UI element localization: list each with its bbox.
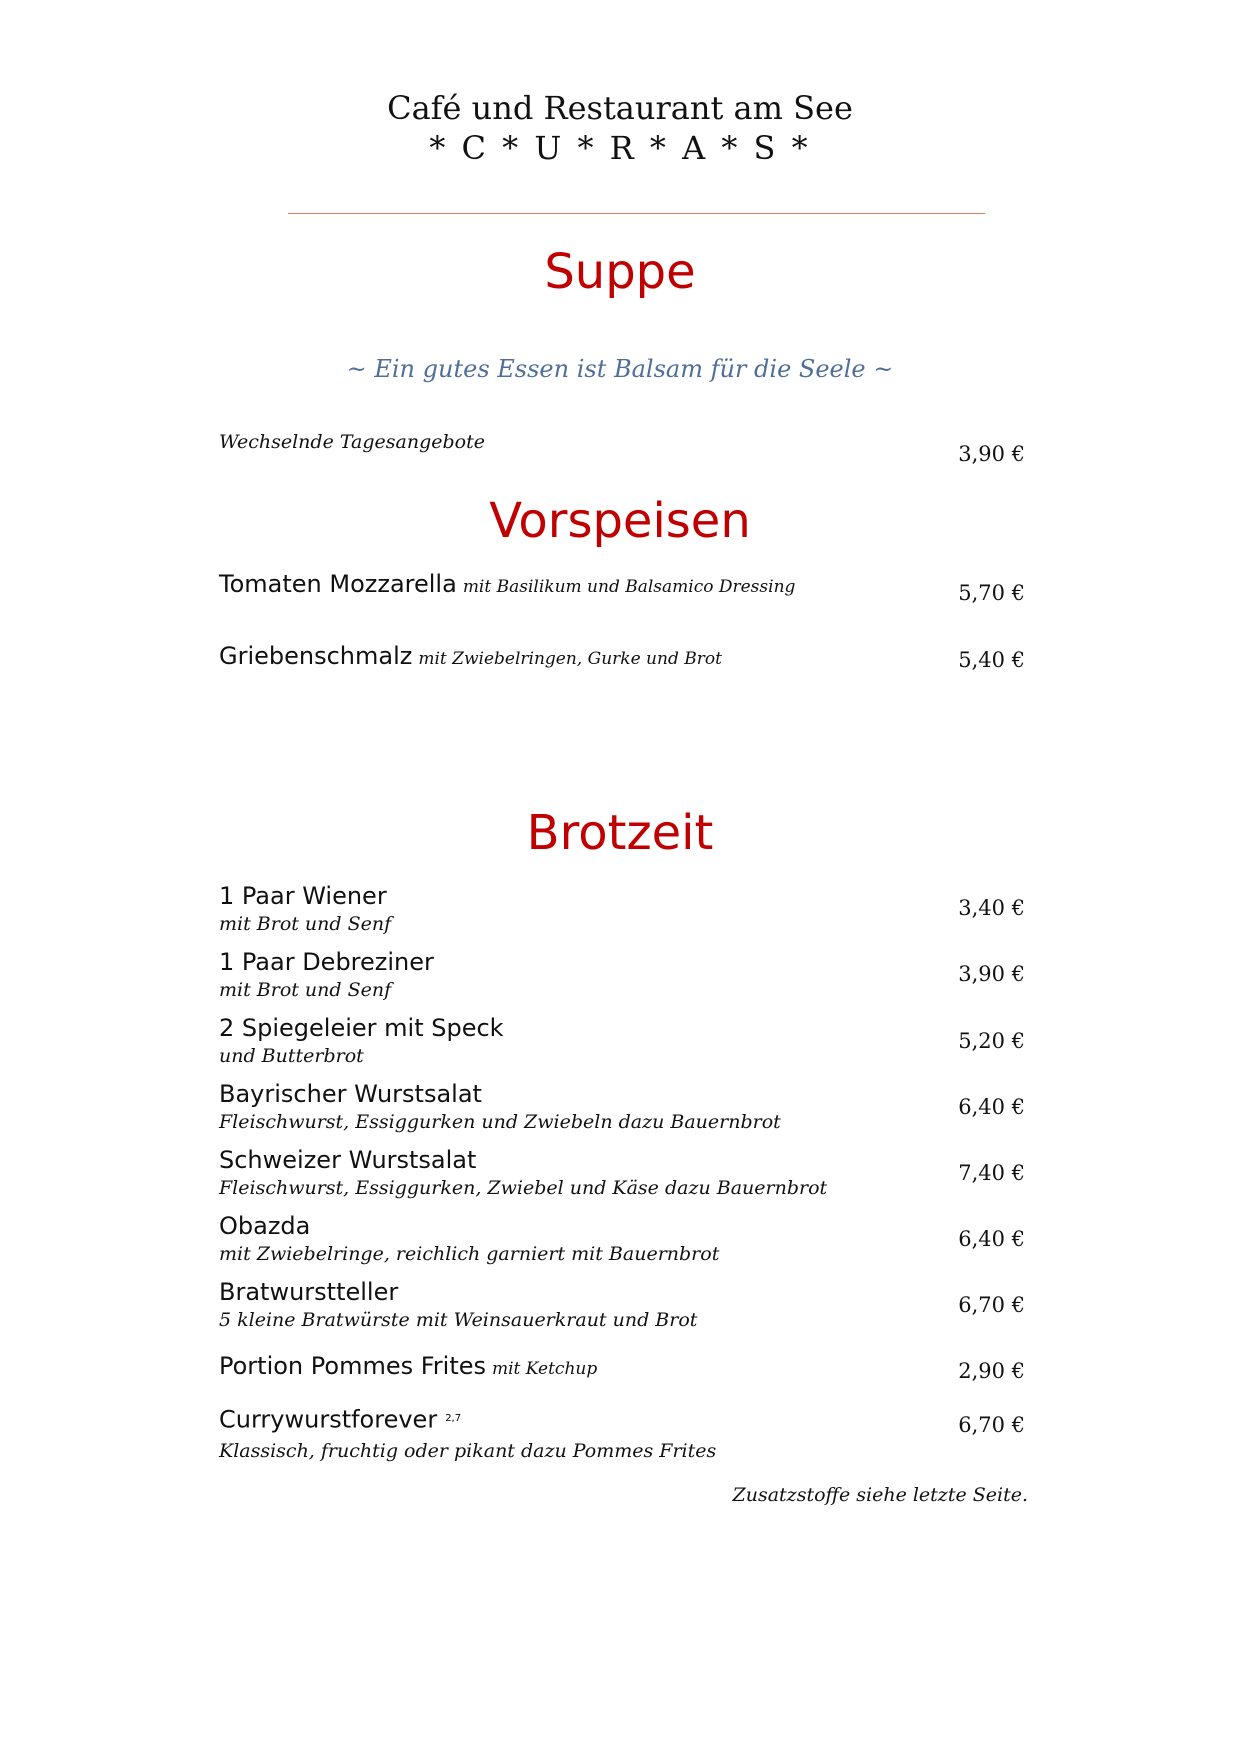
item-price: 3,90 € xyxy=(958,962,1025,986)
menu-item-schweizer-wurstsalat xyxy=(219,1146,827,1202)
menu-item-bratwurstteller xyxy=(219,1278,697,1334)
restaurant-header xyxy=(0,88,1240,168)
motto: ~ Ein gutes Essen ist Balsam für die Seele ~ xyxy=(346,355,894,383)
section-title-brotzeit: Brotzeit xyxy=(526,805,714,861)
additive-footnote-marker: 2,7 xyxy=(445,1413,462,1424)
item-price: 7,40 € xyxy=(958,1161,1025,1185)
item-description: und Butterbrot xyxy=(219,1045,364,1067)
item-description: mit Ketchup xyxy=(492,1359,598,1379)
header-divider xyxy=(288,213,985,214)
item-description: Klassisch, fruchtig oder pikant dazu Pommes Frites xyxy=(219,1440,717,1463)
item-name: Bayrischer Wurstsalat xyxy=(219,1080,482,1108)
section-title-suppe: Suppe xyxy=(544,244,696,300)
item-price: 5,20 € xyxy=(958,1029,1025,1053)
item-price: 3,90 € xyxy=(958,442,1025,466)
item-description: mit Zwiebelringe, reichlich garniert mit Bauernbrot xyxy=(219,1243,720,1265)
menu-item-currywurst xyxy=(219,1405,716,1465)
item-price: 5,40 € xyxy=(958,648,1025,672)
item-price: 2,90 € xyxy=(958,1359,1025,1383)
item-name: Griebenschmalz xyxy=(219,642,413,670)
item-name: Schweizer Wurstsalat xyxy=(219,1146,477,1174)
item-price: 3,40 € xyxy=(958,896,1025,920)
item-price: 6,70 € xyxy=(958,1293,1025,1317)
menu-item-tomaten-mozzarella xyxy=(219,570,795,602)
menu-item-obazda xyxy=(219,1212,719,1268)
additives-footnote: Zusatzstoffe siehe letzte Seite. xyxy=(732,1484,1028,1506)
item-description: Fleischwurst, Essiggurken, Zwiebel und Käse dazu Bauernbrot xyxy=(219,1177,828,1199)
menu-item-wiener xyxy=(219,882,391,938)
menu-item-tagesangebote xyxy=(219,428,485,458)
item-name-row xyxy=(219,1405,716,1437)
item-price: 6,40 € xyxy=(958,1227,1025,1251)
restaurant-subtitle: * C * U * R * A * S * xyxy=(429,129,811,167)
item-description: Fleischwurst, Essiggurken und Zwiebeln dazu Bauernbrot xyxy=(219,1111,781,1133)
restaurant-name: Café und Restaurant am See xyxy=(387,89,853,127)
menu-item-griebenschmalz xyxy=(219,642,722,674)
item-name: 2 Spiegeleier mit Speck xyxy=(219,1014,504,1042)
item-description: mit Brot und Senf xyxy=(219,913,392,935)
item-price: 6,70 € xyxy=(958,1413,1025,1437)
item-description: mit Brot und Senf xyxy=(219,979,392,1001)
item-name: Tomaten Mozzarella xyxy=(219,570,457,598)
menu-item-pommes-frites xyxy=(219,1352,597,1384)
item-name: 1 Paar Debreziner xyxy=(219,948,434,976)
item-description: mit Basilikum und Balsamico Dressing xyxy=(462,577,796,597)
item-description: 5 kleine Bratwürste mit Weinsauerkraut und Brot xyxy=(219,1309,698,1331)
menu-item-bayrischer-wurstsalat xyxy=(219,1080,781,1136)
item-price: 5,70 € xyxy=(958,581,1025,605)
menu-item-spiegeleier xyxy=(219,1014,504,1070)
item-description: mit Zwiebelringen, Gurke und Brot xyxy=(418,649,722,669)
item-name: 1 Paar Wiener xyxy=(219,882,387,910)
item-price: 6,40 € xyxy=(958,1095,1025,1119)
item-name: Portion Pommes Frites xyxy=(219,1352,486,1380)
section-title-vorspeisen: Vorspeisen xyxy=(489,493,751,549)
menu-item-debreziner xyxy=(219,948,434,1004)
item-name: Bratwurstteller xyxy=(219,1278,399,1306)
item-name: Obazda xyxy=(219,1212,311,1240)
item-description: Wechselnde Tagesangebote xyxy=(219,431,485,453)
item-name: Currywurstforever xyxy=(219,1405,438,1434)
